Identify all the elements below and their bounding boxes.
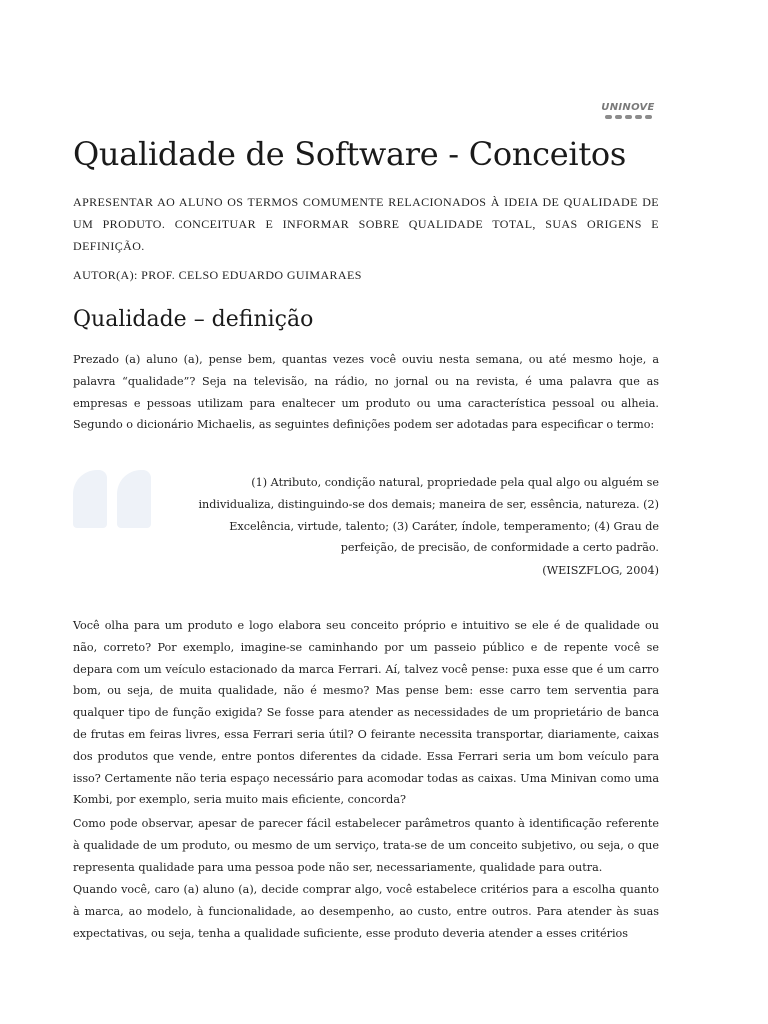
paragraph: Você olha para um produto e logo elabora seu conceito próprio e intuitivo se ele é de qualidade ou não, correto? Por exemplo, imagine-se caminhando por um passeio público e de repente você se depara com um veículo estacionado da marca Ferrari. Aí, talvez você pense: puxa esse que é um carro bom, ou seja, de muita qualidade, não é mesmo? Mas pense bem: esse carro tem serventia para qualquer tipo de função exigida? Se fosse para atender as necessidades de um proprietário de banca de frutas em feiras livres, essa Ferrari seria útil? O feirante necessita transportar, diariamente, caixas dos produtos que vende, entre pontos diferentes da cidade. Essa Ferrari seria um bom veículo para isso? Certamente não teria espaço necessário para acomodar todas as caixas. Uma Minivan como uma Kombi, por exemplo, seria muito mais eficiente, concorda? [73,619,659,807]
author-line [73,268,362,283]
author-name: PROF. CELSO EDUARDO GUIMARAES [141,268,362,282]
paragraph: Como pode observar, apesar de parecer fácil estabelecer parâmetros quanto à identificação referente à qualidade de um produto, ou mesmo de um serviço, trata-se de um conceito subjetivo, ou seja, o que representa qualidade para uma pessoa pode não ser, necessariamente, qualidade para outra. [73,817,659,874]
logo-text: UNINOVE [601,102,655,113]
paragraph: Quando você, caro (a) aluno (a), decide comprar algo, você estabelece critérios para a escolha quanto à marca, ao modelo, à funcionalidade, ao desempenho, ao custo, entre outros. Para atender às suas expectativas, ou seja, tenha a qualidade suficiente, esse produto deveria atender a esses critérios [73,883,659,940]
quote-mark-icon [73,470,151,528]
author-label: AUTOR(A): [73,268,138,282]
page-subtitle: APRESENTAR AO ALUNO OS TERMOS COMUMENTE RELACIONADOS À IDEIA DE QUALIDADE DE UM PRODUTO. CONCEITUAR E INFORMAR SOBRE QUALIDADE TOTAL, SUAS ORIGENS E DEFINIÇÃO. [73,195,659,253]
page-title: Qualidade de Software - Conceitos [73,135,626,173]
blockquote-text: (1) Atributo, condição natural, propriedade pela qual algo ou alguém se individualiza, distinguindo-se dos demais; maneira de ser, essência, natureza. (2) Excelência, virtude, talento; (3) Caráter, índole, temperamento; (4) Grau de perfeição, de precisão, de conformidade a certo padrão. [198,476,659,555]
blockquote-citation: (WEISZFLOG, 2004) [542,564,659,577]
uninove-logo [600,102,656,119]
paragraph: Prezado (a) aluno (a), pense bem, quantas vezes você ouviu nesta semana, ou até mesmo hoje, a palavra “qualidade”? Seja na televisão, na rádio, no jornal ou na revista, é uma palavra que as empresas e pessoas utilizam para enaltecer um produto ou uma característica pessoal ou alheia. Segundo o dicionário Michaelis, as seguintes definições podem ser adotadas para especificar o termo: [73,353,659,432]
uninove-dots-icon [600,115,656,119]
section-title: Qualidade – definição [73,307,314,332]
